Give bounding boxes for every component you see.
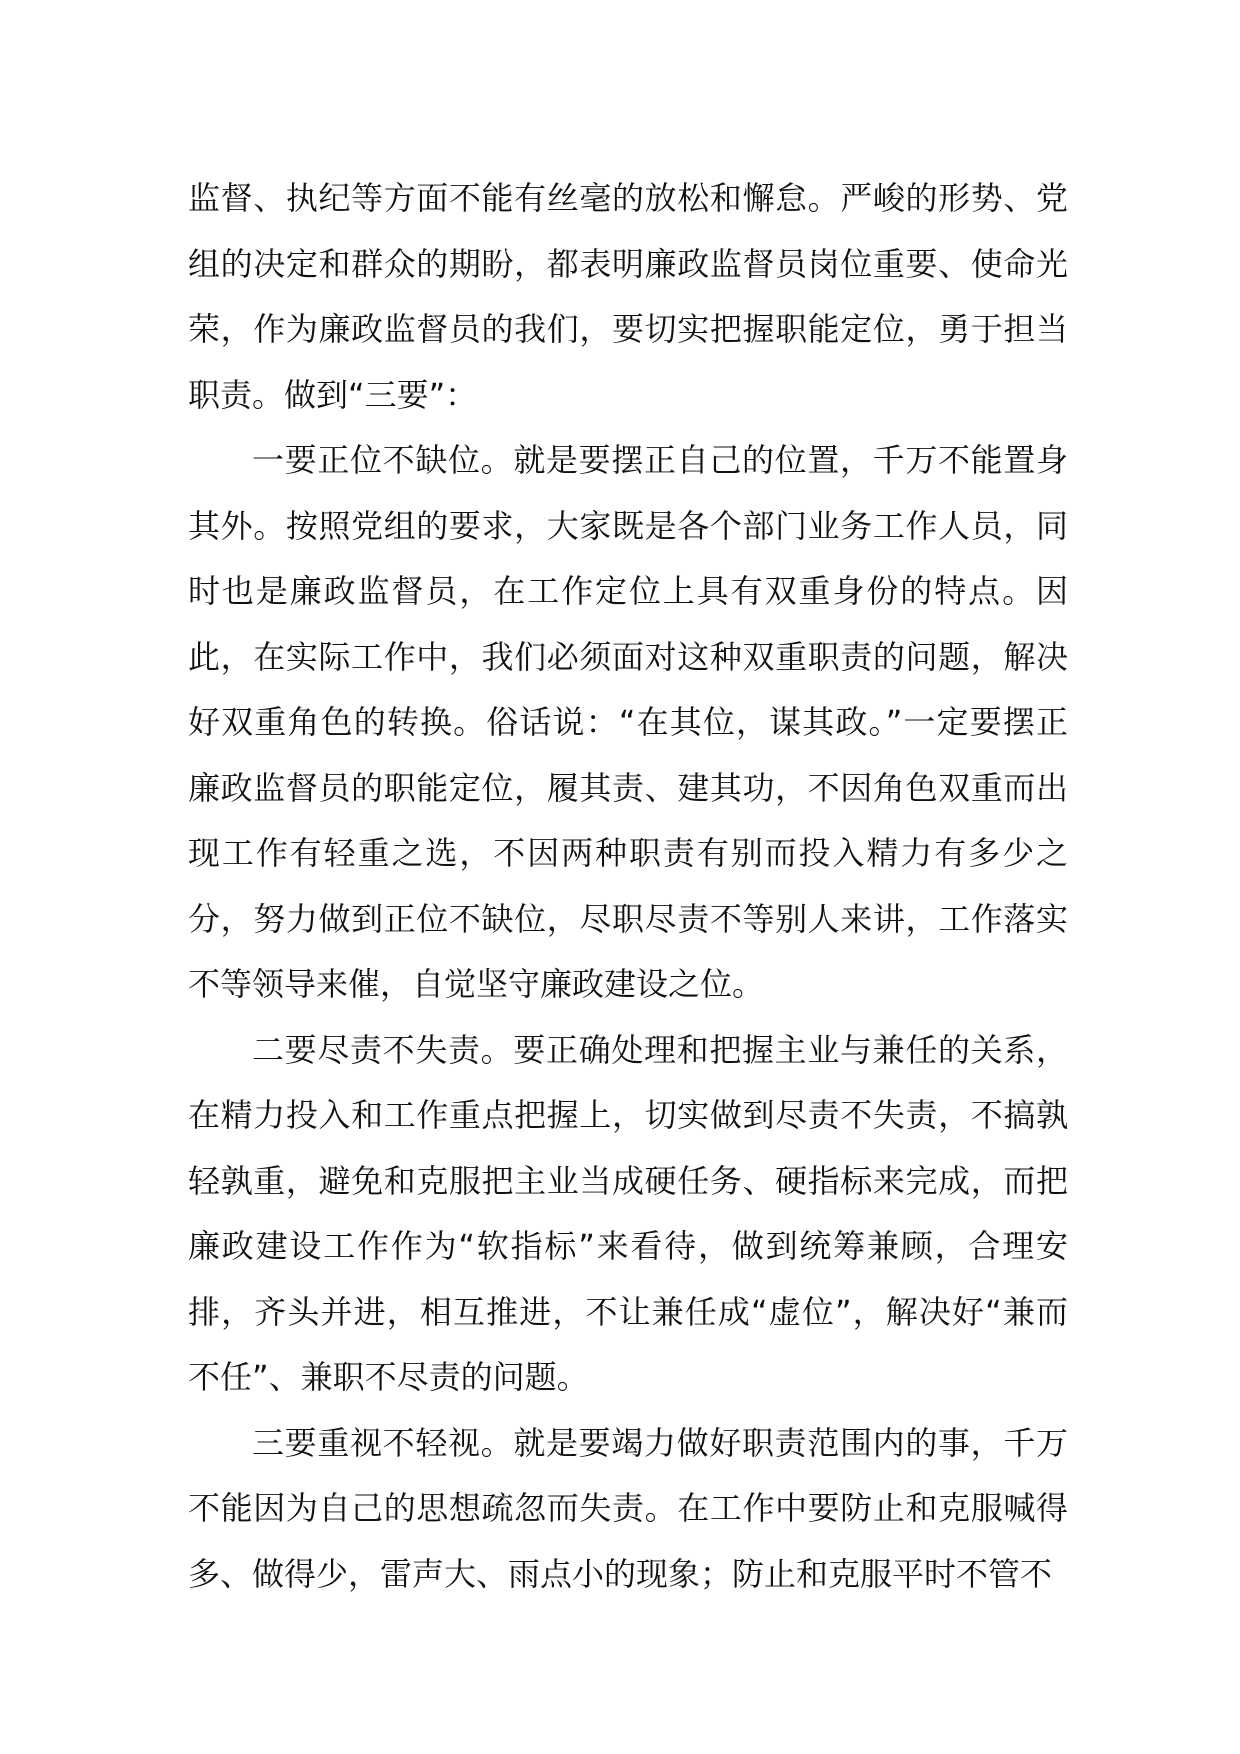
paragraph-point-one: 一要正位不缺位。就是要摆正自己的位置，千万不能置身其外。按照党组的要求，大家既是各个部门业务工作人员，同时也是廉政监督员，在工作定位上具有双重身份的特点。因此，在实际工作中，我们必须面对这种双重职责的问题，解决好双重角色的转换。俗话说：“在其位，谋其政。”一定要摆正廉政监督员的职能定位，履其责、建其功，不因角色双重而出现工作有轻重之选，不因两种职责有别而投入精力有多少之分，努力做到正位不缺位，尽职尽责不等别人来讲，工作落实不等领导来催，自觉坚守廉政建设之位。 [188, 441, 1068, 1003]
paragraph-intro: 监督、执纪等方面不能有丝毫的放松和懈怠。严峻的形势、党组的决定和群众的期盼，都表明廉政监督员岗位重要、使命光荣，作为廉政监督员的我们，要切实把握职能定位，勇于担当职责。做到“三要”： [188, 179, 1068, 414]
document-body [188, 166, 1068, 1607]
paragraph-point-two: 二要尽责不失责。要正确处理和把握主业与兼任的关系，在精力投入和工作重点把握上，切实做到尽责不失责，不搞孰轻孰重，避免和克服把主业当成硬任务、硬指标来完成，而把廉政建设工作作为“软指标”来看待，做到统筹兼顾，合理安排，齐头并进，相互推进，不让兼任成“虚位”，解决好“兼而不任”、兼职不尽责的问题。 [188, 1030, 1068, 1396]
paragraph-point-three: 三要重视不轻视。就是要竭力做好职责范围内的事，千万不能因为自己的思想疏忽而失责。在工作中要防止和克服喊得多、做得少，雷声大、雨点小的现象；防止和克服平时不管不 [188, 1423, 1068, 1593]
